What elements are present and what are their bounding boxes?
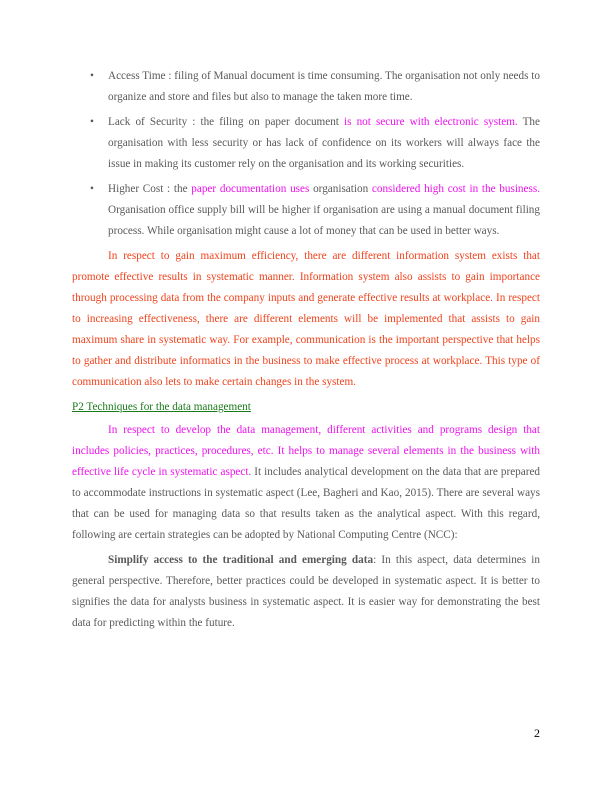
document-page — [72, 66, 540, 634]
list-item-text: organisation — [309, 183, 372, 195]
list-item-lack-of-security — [72, 112, 540, 175]
data-management-paragraph — [72, 420, 540, 546]
list-item-access-time — [72, 66, 540, 108]
bullet-icon: • — [90, 116, 94, 128]
highlighted-text: In respect to develop the data management, different activities and programs design that includes policies, practices, procedures, etc. It helps to manage several elements in the business with effective life cycle in systematic aspect — [72, 424, 540, 478]
page-number: 2 — [534, 726, 540, 740]
highlighted-text: is not secure with electronic system. — [344, 116, 518, 128]
highlighted-text: considered high cost in the business. — [371, 183, 540, 195]
section-heading: P2 Techniques for the data management — [72, 401, 251, 413]
efficiency-paragraph: In respect to gain maximum efficiency, there are different information system exists that promote effective results in systematic manner. Information system also assists to gain importance through processing data from the company inputs and generate effective results at workplace. In respect to increasing effectiveness, there are different elements will be implemented that assists to gain maximum share in systematic way. For example, communication is the important perspective that helps to gather and distribute informatics in the business to make effective process at workplace. This type of communication also lets to make certain changes in the system. — [72, 250, 540, 388]
list-item-text: Access Time : filing of Manual document is time consuming. The organisation not only needs to organize and store and files but also to manage the taken more time. — [108, 70, 540, 103]
list-item-text: Organisation office supply bill will be higher if organisation are using a manual document filing process. While organisation might cause a lot of money that can be used in better ways. — [108, 204, 540, 237]
disadvantages-list — [72, 66, 540, 242]
strategy-paragraph — [72, 550, 540, 634]
list-item-higher-cost — [72, 179, 540, 242]
paragraph-text: : In this aspect, data determines in general perspective. Therefore, better practices could be developed in systematic aspect. It is better to signifies the data for analysts business in systematic aspect. It is easier way for demonstrating the best data for predicting within the future. — [72, 554, 540, 629]
list-item-text: Lack of Security : the filing on paper document — [108, 116, 345, 128]
highlighted-text: paper documentation uses — [191, 183, 310, 195]
list-item-text: The organisation with less security or has lack of confidence on its workers will always face the issue in making its customer rely on the organisation and its working securities. — [108, 116, 540, 170]
bullet-icon: • — [90, 183, 94, 195]
strategy-title: Simplify access to the traditional and emerging data — [108, 554, 374, 566]
list-item-text: Higher Cost : the — [108, 183, 192, 195]
paragraph-text: . It includes analytical development on the data that are prepared to accommodate instructions in systematic aspect (Lee, Bagheri and Kao, 2015). There are several ways that can be used for managing data so that results taken as the analytical aspect. With this regard, following are certain strategies can be adopted by National Computing Centre (NCC): — [72, 466, 541, 541]
bullet-icon: • — [90, 70, 94, 82]
